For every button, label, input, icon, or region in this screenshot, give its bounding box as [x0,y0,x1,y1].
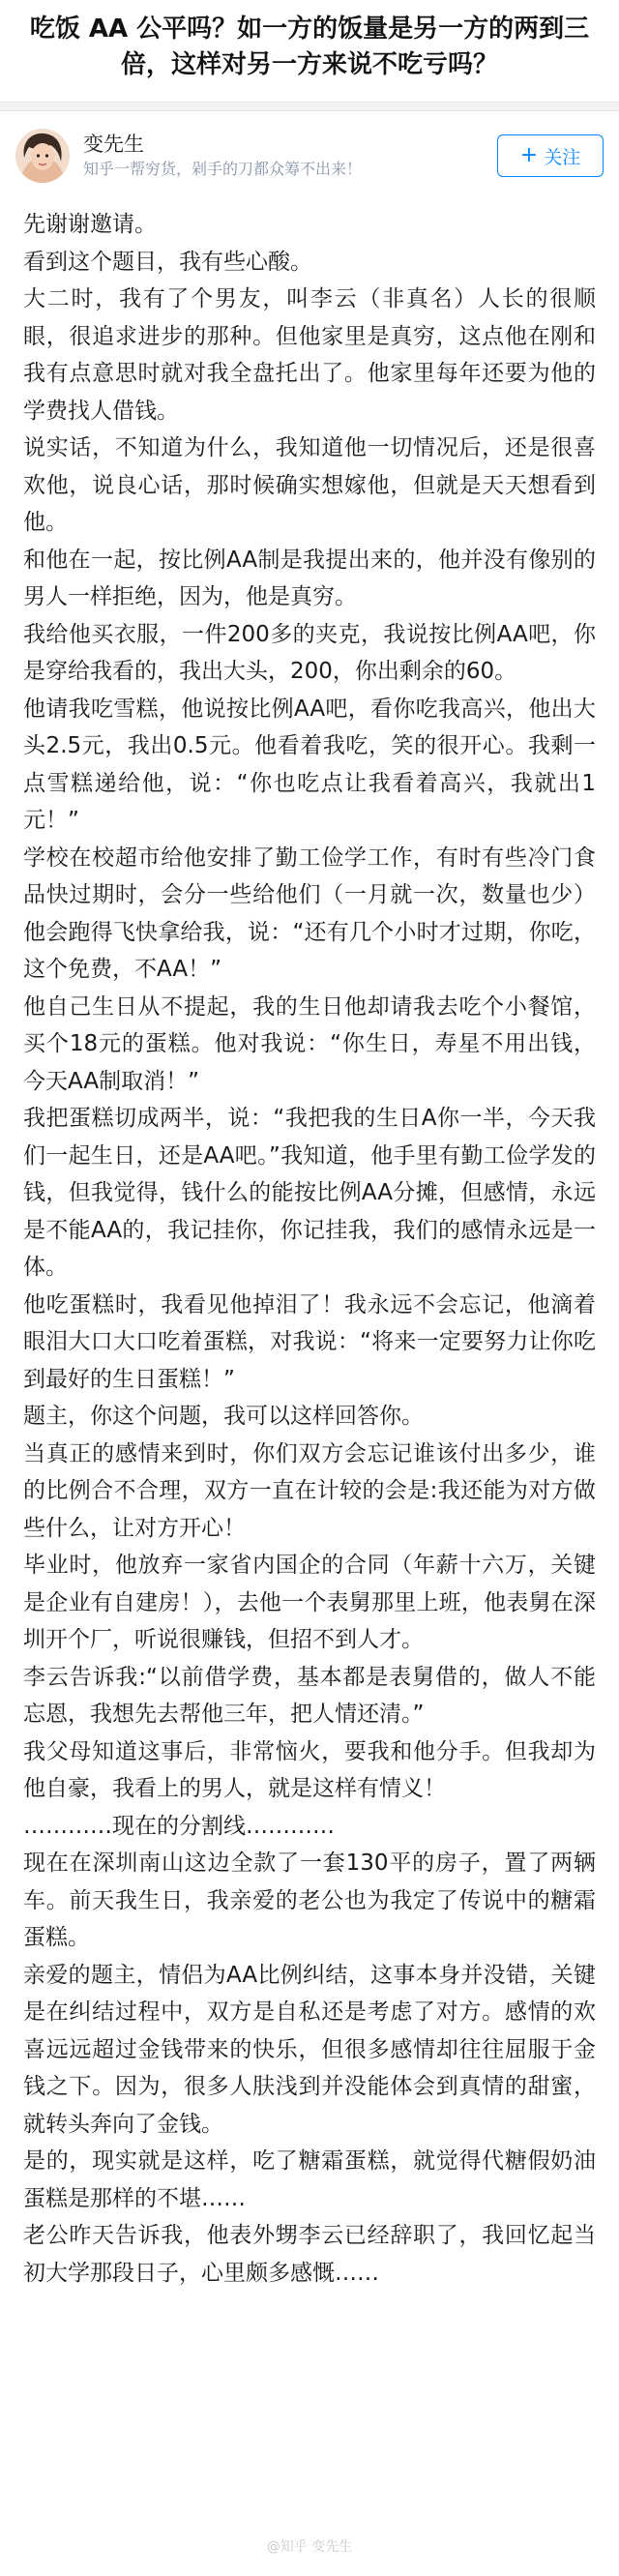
author-bio: 知乎一帮穷货，剁手的刀都众筹不出来！ [83,160,363,178]
answer-paragraph: 李云告诉我:“以前借学费，基本都是表舅借的，做人不能忘恩，我想先去帮他三年，把人情还清。” [23,1664,596,1727]
watermark: @知乎 变先生 [266,2539,353,2555]
answer-paragraph: 现在在深圳南山这边全款了一套130平的房子，置了两辆车。前天我生日，我亲爱的老公也为我定了传说中的糖霜蛋糕。 [23,1851,596,1950]
answer-paragraph: 学校在校超市给他安排了勤工俭学工作，有时有些冷门食品快过期时，会分一些给他们（一月就一次，数量也少）他会跑得飞快拿给我，说：“还有几个小时才过期，你吃，这个免费，不AA！” [23,844,596,982]
divider-line-text: …………现在的分割线………… [23,1813,335,1839]
follow-button-label: 关注 [544,146,581,168]
answer-paragraph: 看到这个题目，我有些心酸。 [23,249,312,275]
question-header [0,0,619,102]
section-divider [0,102,619,111]
avatar[interactable] [15,129,70,183]
answer-paragraph: 我把蛋糕切成两半，说：“我把我的生日A你一半，今天我们一起生日，还是AA吧。”我知道，他手里有勤工俭学发的钱，但我觉得，钱什么的能按比例AA分摊，但感情，永远是不能AA的，我记挂你，你记挂我，我们的感情永远是一体。 [23,1106,596,1280]
answer-paragraph: 我给他买衣服，一件200多的夹克，我说按比例AA吧，你是穿给我看的，我出大头，200，你出剩余的60。 [23,621,596,684]
answer-paragraph: 他请我吃雪糕，他说按比例AA吧，看你吃我高兴，他出大头2.5元，我出0.5元。他看着我吃，笑的很开心。我剩一点雪糕递给他，说：“你也吃点让我看着高兴，我就出1元！” [23,696,596,833]
answer-paragraph: 先谢谢邀请。 [23,212,157,237]
answer-paragraph: 毕业时，他放弃一家省内国企的合同（年薪十六万，关键是企业有自建房！），去他一个表舅那里上班，他表舅在深圳开个厂，听说很赚钱，但招不到人才。 [23,1553,596,1652]
answer-paragraph: 老公昨天告诉我，他表外甥李云已经辞职了，我回忆起当初大学那段日子，心里颇多感慨…… [23,2223,596,2286]
author-name[interactable]: 变先生 [83,133,144,156]
answer-paragraph: 是的，现实就是这样，吃了糖霜蛋糕，就觉得代糖假奶油蛋糕是那样的不堪…… [23,2148,596,2211]
author-info [83,131,497,181]
answer-paragraph: 我父母知道这事后，非常恼火，要我和他分手。但我却为他自豪，我看上的男人，就是这样有情义！ [23,1738,596,1801]
answer-paragraph: 他吃蛋糕时，我看见他掉泪了！我永远不会忘记，他滴着眼泪大口大口吃着蛋糕，对我说：“将来一定要努力让你吃到最好的生日蛋糕！” [23,1291,596,1392]
answer-paragraph: 他自己生日从不提起，我的生日他却请我去吃个小餐馆，买个18元的蛋糕。他对我说：“你生日，寿星不用出钱，今天AA制取消！” [23,993,596,1094]
question-title[interactable]: 吃饭 AA 公平吗？如一方的饭量是另一方的两到三倍，这样对另一方来说不吃亏吗？ [29,15,590,79]
answer-content [0,200,619,2292]
answer-paragraph: 和他在一起，按比例AA制是我提出来的，他并没有像别的男人一样拒绝，因为，他是真穷。 [23,547,596,609]
answer-paragraph: 大二时，我有了个男友，叫李云（非真名）人长的很顺眼，很追求进步的那种。但他家里是真穷，这点他在刚和我有点意思时就对我全盘托出了。他家里每年还要为他的学费找人借钱。 [23,286,596,424]
plus-icon: + [519,143,539,167]
answer-paragraph: 亲爱的题主，情侣为AA比例纠结，这事本身并没错，关键是在纠结过程中，双方是自私还是考虑了对方。感情的欢喜远远超过金钱带来的快乐，但很多感情却往往屈服于金钱之下。因为，很多人肤浅到并没能体会到真情的甜蜜，就转头奔向了金钱。 [23,1962,596,2137]
follow-button[interactable] [497,134,604,177]
author-bar [0,111,619,200]
answer-paragraph: 说实话，不知道为什么，我知道他一切情况后，还是很喜欢他，说良心话，那时候确实想嫁他，但就是天天想看到他。 [23,435,596,535]
answer-paragraph: 当真正的感情来到时，你们双方会忘记谁该付出多少，谁的比例合不合理，双方一直在计较的会是:我还能为对方做些什么，让对方开心！ [23,1440,596,1541]
answer-paragraph: 题主，你这个问题，我可以这样回答你。 [23,1404,424,1429]
